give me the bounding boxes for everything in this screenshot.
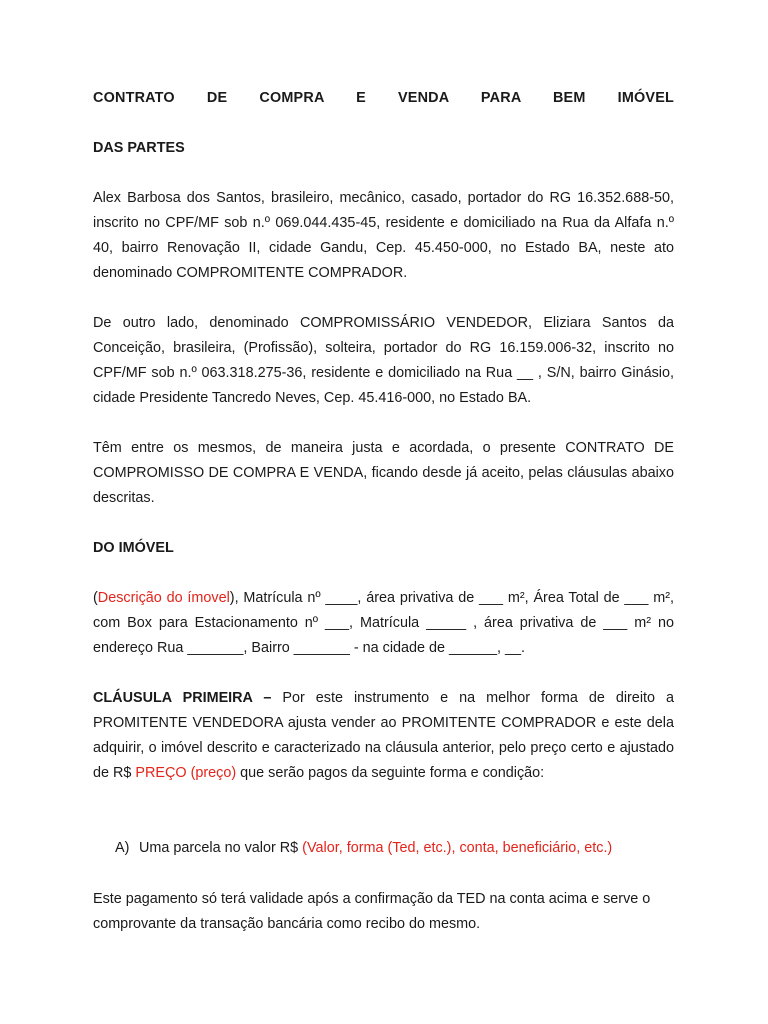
contract-title: CONTRATO DE COMPRA E VENDA PARA BEM IMÓVEL [93, 90, 674, 106]
payment-item [93, 836, 674, 861]
seller-paragraph: De outro lado, denominado COMPROMISSÁRIO VENDEDOR, Eliziara Santos da Conceição, brasileira, (Profissão), solteira, portador do RG 16.159.006-32, inscrito no CPF/MF sob n.º 063.318.275-36, residente e domiciliado na Rua __ , S/N, bairro Ginásio, cidade Presidente Tancredo Neves, Cep. 45.416-000, no Estado BA. [93, 315, 674, 406]
property-details-text: ), Matrícula nº ____, área privativa de ___ m², Área Total de ___ m², com Box para Estacionamento nº ___, Matrícula _____ , área privativa de ___ m² no endereço Rua _______, Bairro _______ - na cidade de ______, __. [93, 590, 674, 656]
price-placeholder: PREÇO (preço) [135, 765, 237, 781]
clause-one-label: CLÁUSULA PRIMEIRA – [93, 690, 272, 706]
payment-item-marker: A) [115, 840, 130, 856]
agreement-paragraph: Têm entre os mesmos, de maneira justa e acordada, o presente CONTRATO DE COMPROMISSO DE COMPRA E VENDA, ficando desde já aceito, pelas cláusulas abaixo descritas. [93, 440, 674, 506]
clause-one-paragraph [93, 686, 674, 786]
section-heading-property: DO IMÓVEL [93, 540, 174, 556]
payment-item-text: Uma parcela no valor R$ [139, 840, 303, 856]
validity-paragraph: Este pagamento só terá validade após a confirmação da TED na conta acima e serve o comprovante da transação bancária como recibo do mesmo. [93, 891, 651, 932]
clause-one-text-end: que serão pagos da seguinte forma e condição: [236, 765, 545, 781]
section-heading-parties: DAS PARTES [93, 140, 185, 156]
payment-placeholder: (Valor, forma (Ted, etc.), conta, beneficiário, etc.) [302, 840, 613, 856]
property-description-placeholder: Descrição do ímovel [97, 590, 230, 606]
property-paragraph [93, 586, 674, 661]
document-body [93, 86, 674, 937]
property-open-paren: ( [93, 590, 98, 606]
buyer-paragraph: Alex Barbosa dos Santos, brasileiro, mecânico, casado, portador do RG 16.352.688-50, inscrito no CPF/MF sob n.º 069.044.435-45, residente e domiciliado na Rua da Alfafa n.º 40, bairro Renovação II, cidade Gandu, Cep. 45.450-000, no Estado BA, neste ato denominado COMPROMITENTE COMPRADOR. [93, 190, 674, 281]
clause-one-text: Por este instrumento e na melhor forma de direito a PROMITENTE VENDEDORA ajusta vender ao PROMITENTE COMPRADOR e este dela adquirir, o imóvel descrito e caracterizado na cláusula anterior, pelo preço certo e ajustado de R$ [93, 690, 674, 781]
